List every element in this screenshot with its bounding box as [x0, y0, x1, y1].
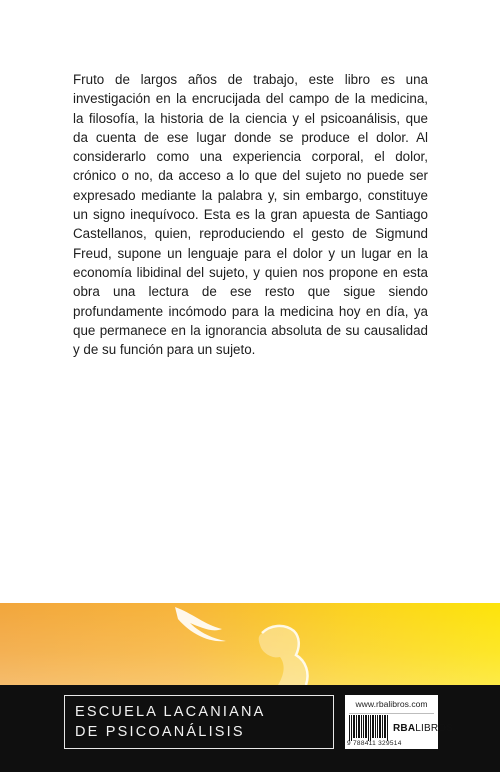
logo-bold-text: RBA	[393, 723, 416, 734]
barcode-icon	[349, 715, 389, 741]
collection-line-2: DE PSICOANÁLISIS	[75, 724, 245, 740]
blurb-text: Fruto de largos años de trabajo, este libro es una investigación en la encrucijada del campo de la medicina, la filosofía, la historia de la ciencia y el psicoanálisis, que da cuenta de ese lugar donde se produce el dolor. Al considerarlo como una experiencia corporal, el dolor, crónico o no, da acceso a lo que del sujeto no puede ser expresado mediante la palabra y, sin embargo, constituye un signo inequívoco. Esta es la gran apuesta de Santiago Castellanos, quien, reproduciendo el gesto de Sigmund Freud, supone un lenguaje para el dolor y un lugar en la economía libidinal del sujeto, y quien nos propone en esta obra una lectura de ese resto que sigue siendo profundamente incómodo para la medicina hoy en día, ya que permanece en la ignorancia absoluta de su causalidad y de su función para un sujeto.	[73, 72, 428, 358]
bird-silhouette-illustration	[0, 603, 500, 685]
collection-line-1: ESCUELA LACANIANA	[75, 704, 266, 720]
isbn-number: 9 788411 329514	[347, 740, 402, 747]
publisher-website: www.rbalibros.com	[355, 699, 428, 709]
decorative-band	[0, 603, 500, 685]
logo-thin-text: LIBROS	[415, 723, 454, 734]
publisher-logo	[393, 723, 453, 734]
footer-bar	[0, 685, 500, 772]
collection-label	[64, 695, 334, 749]
publisher-divider	[349, 713, 434, 714]
publisher-box	[345, 695, 454, 749]
back-cover-blurb	[73, 70, 428, 359]
